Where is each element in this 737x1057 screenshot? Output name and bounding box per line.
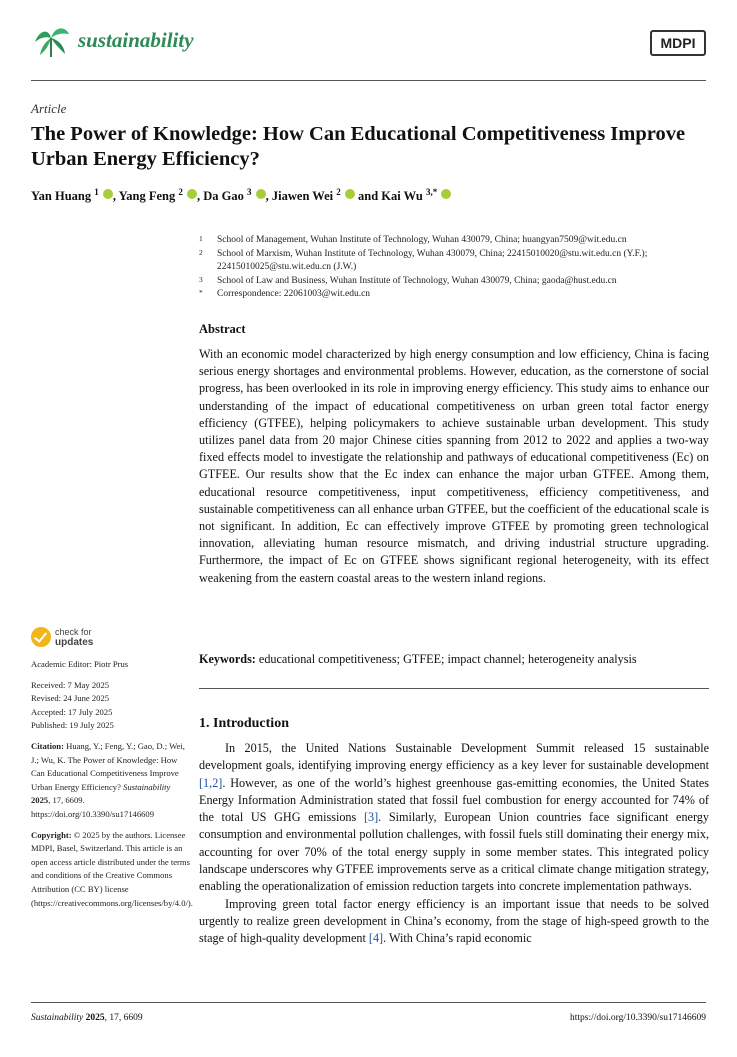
article-info-sidebar <box>31 658 191 910</box>
citation: Citation: Huang, Y.; Feng, Y.; Gao, D.; Wei, J.; Wu, K. The Power of Knowledge: How Can Educational Competitiveness Improve Urban Energy Efficiency? Sustainability 2025, 17, 6609. https://doi.org/10.3390/su17146609 <box>31 740 185 819</box>
journal-name[interactable]: sustainability <box>78 28 194 52</box>
checkmark-icon <box>31 627 51 647</box>
header-divider <box>31 80 706 81</box>
author-name[interactable]: Da Gao <box>203 189 244 204</box>
abstract-heading: Abstract <box>199 322 246 336</box>
footer-doi[interactable]: https://doi.org/10.3390/su17146609 <box>569 1013 706 1023</box>
affiliation-mark: 3,* <box>425 187 438 197</box>
author-name[interactable]: Jiawen Wei <box>271 189 334 204</box>
citation-link[interactable]: [1,2] <box>199 775 223 790</box>
keywords-label: Keywords: <box>199 652 256 666</box>
citation-link[interactable]: [4] <box>368 931 384 946</box>
check-for-updates-button[interactable]: check for updates <box>31 627 121 651</box>
correspondence: * Correspondence: 22061003@wit.edu.cn <box>199 288 371 299</box>
author-name[interactable]: Yang Feng <box>118 189 176 204</box>
affiliation-item: 1 School of Management, Wuhan Institute of Technology, Wuhan 430079, China; huangyan7509@wit.edu.cn <box>199 234 627 245</box>
section-heading: 1. Introduction <box>199 716 289 731</box>
affiliations <box>199 234 709 302</box>
affiliation-mark: 1 <box>94 187 99 197</box>
affiliation-mark: 2 <box>336 187 341 197</box>
copyright: Copyright: © 2025 by the authors. Licensee MDPI, Basel, Switzerland. This article is an open access article distributed under the terms and conditions of the Creative Commons Attribution (CC BY) license (https://creativecommons.org/licenses/by/4.0/). <box>31 829 193 908</box>
introduction-text <box>199 740 709 948</box>
article-type: Article <box>31 101 67 116</box>
keywords-divider <box>199 688 709 689</box>
abstract-text: With an economic model characterized by high energy consumption and low efficiency, China is facing serious energy shortages and environmental problems. However, education, as the cornerstone of social progress, has been overlooked in its role in improving energy efficiency. This study aims to enhance our understanding of the impact of educational competitiveness on urban green total factor energy efficiency (GTFEE), helping policymakers to achieve sustainable urban development. This study utilizes panel data from 20 major Chinese cities spanning from 2012 to 2022 and applies a two-way fixed effects model to investigate the relationship and pathways of educational competitiveness (Ec) on GTFEE. Our results show that the Ec index can enhance the major urban GTFEE. Among them, educational resource competitiveness, input competitiveness, efficiency competitiveness, and sustainable competitiveness can all enhance urban GTFEE, but the coefficient of the educational scale is not significant. In addition, Ec can effectively improve GTFEE by promoting green technological innovation, alleviating human resource mismatch, and driving industrial structure upgrading. Furthermore, the impact of Ec on GTFEE shows significant regional heterogeneity, with its effect weakening from the eastern coastal areas to the western inland regions. <box>199 347 709 585</box>
affiliation-mark: 2 <box>178 187 183 197</box>
orcid-icon[interactable] <box>441 189 451 199</box>
footer-divider <box>31 1002 706 1003</box>
journal-logo-icon <box>31 24 71 58</box>
publisher-logo[interactable]: MDPI <box>650 30 706 56</box>
accepted-date: Accepted: 17 July 2025 <box>31 706 113 717</box>
keywords-text: educational competitiveness; GTFEE; impact channel; heterogeneity analysis <box>258 652 637 666</box>
affiliation-item: 3 School of Law and Business, Wuhan Institute of Technology, Wuhan 430079, China; gaoda@hust.edu.cn <box>199 274 617 286</box>
orcid-icon[interactable] <box>345 189 355 199</box>
author-name[interactable]: Kai Wu <box>381 189 423 204</box>
published-date: Published: 19 July 2025 <box>31 720 114 731</box>
citation-link[interactable]: [3] <box>363 810 379 825</box>
orcid-icon[interactable] <box>256 189 266 199</box>
affiliation-item: 2 School of Marxism, Wuhan Institute of Technology, Wuhan 430079, China; 22415010020@stu.wit.edu.cn (Y.F.); 22415010025@stu.wit.edu.cn (J.W.) <box>199 247 648 272</box>
paragraph: In 2015, the United Nations Sustainable Development Summit released 15 sustainable development goals, identifying improving energy efficiency as a key lever for sustainable development [1,2]. However, as one of the world’s highest greenhouse gas-emitting economies, the United States Energy Information Administration stated that fossil fuel combustion for energy accounted for 74% of the total US GHG emissions [3]. Similarly, European Union countries face significant energy consumption and environmental pollution challenges, with fossil fuels still dominating their energy mix, accounting for over 70% of the total energy supply in some member states. This integrated policy landscape underscores why GTFEE improvements serve as a critical climate change mitigation strategy, enabling the operationalization of emission reduction targets into concrete implementation pathways. <box>199 741 709 894</box>
article-title: The Power of Knowledge: How Can Educational Competitiveness Improve Urban Energy Efficiency? <box>31 123 686 170</box>
academic-editor: Academic Editor: Piotr Prus <box>31 659 129 669</box>
orcid-icon[interactable] <box>103 189 113 199</box>
affiliation-mark: 3 <box>247 187 252 197</box>
orcid-icon[interactable] <box>187 189 197 199</box>
author-list: Yan Huang $^1$ , Yang Feng $^2$ , Da Gao $^3$ , Jiawen Wei $^2$ and Kai Wu $^{3,*}$ <box>31 187 451 204</box>
paragraph: Improving green total factor energy efficiency is an important issue that needs to be solved urgently to realize green development in China’s economy, from the stage of high-speed growth to the stage of high-quality development [4]. With China’s rapid economic <box>199 896 709 946</box>
author-name[interactable]: Yan Huang <box>31 189 92 204</box>
footer-journal-ref: Sustainability 2025, 17, 6609 <box>31 1013 143 1023</box>
received-date: Received: 7 May 2025 <box>31 679 110 690</box>
keywords <box>199 651 709 668</box>
revised-date: Revised: 24 June 2025 <box>31 693 110 704</box>
